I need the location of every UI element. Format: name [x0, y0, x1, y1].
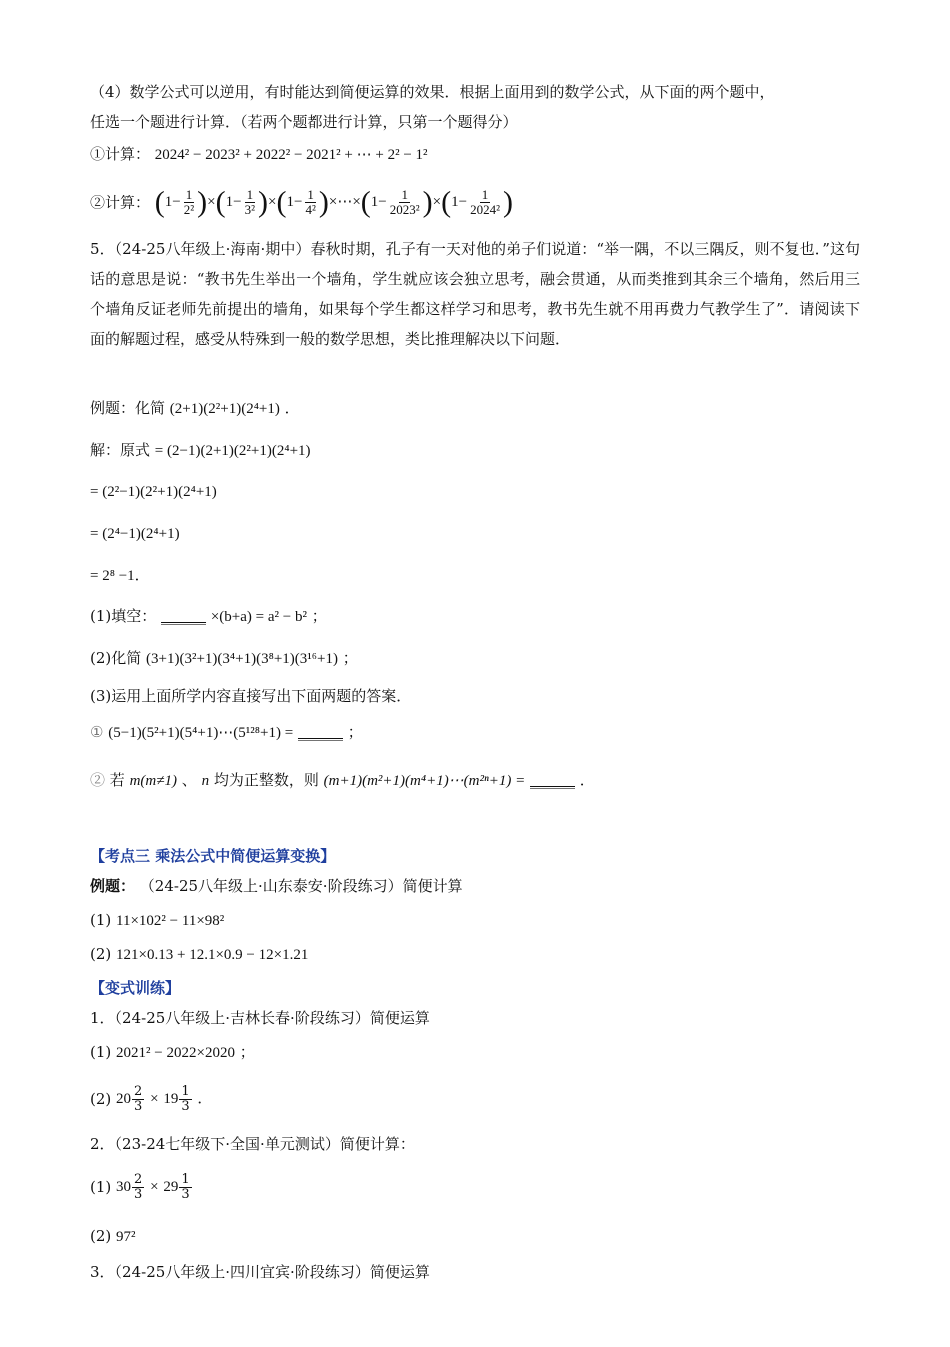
q4-item1: [90, 144, 428, 165]
fraction-num: 1: [181, 1171, 190, 1187]
mixed-whole: 29: [163, 1179, 179, 1195]
q5-part1-blank[interactable]: ______: [161, 607, 207, 625]
q5-part3b-end: ．: [579, 771, 595, 789]
item-label: (2): [90, 1227, 112, 1245]
q5-part2-expr: (3+1)(3²+1)(3⁴+1)(3⁸+1)(3¹⁶+1): [146, 651, 338, 667]
right-paren: ): [422, 185, 433, 219]
q5-solution-step: = (2−1)(2+1)(2²+1)(2⁴+1): [154, 443, 311, 459]
q5-solution-step: = (2²−1)(2²+1)(2⁴+1): [90, 484, 217, 500]
q5-part3a: [90, 722, 363, 743]
item-label: (2): [90, 1090, 112, 1108]
fraction-den: 2023²: [389, 202, 420, 218]
fraction-num: 1: [401, 187, 408, 203]
fraction-num: 2: [134, 1171, 143, 1187]
q4-item1-label: ①计算：: [90, 145, 151, 163]
q5-example-end: ．: [284, 399, 300, 417]
q5-paragraph: 5．（24-25八年级上·海南·期中）春秋时期，孔子有一天对他的弟子们说道：“举一隅，不以三隅反，则不复也．”这句话的意思是说：“教书先生举出一个墙角，学生就应该会独立思考，融会贯通，从而类推到其余三个墙角，然后用三个墙角反证老师先前提出的墙角，如果每个学生都这样学习和思考，教书先生就不用再费力气教学生了”．请阅读下面的解题过程，感受从特殊到一般的数学思想，类比推理解决以下问题．: [90, 240, 860, 348]
item-end: ．: [197, 1089, 213, 1107]
q5-part3b-blank[interactable]: ______: [530, 771, 576, 789]
left-paren: (: [215, 185, 226, 219]
q5-solution-step: = 2⁸ −1．: [90, 568, 150, 584]
fraction-den: 3: [181, 1098, 190, 1114]
example-item-1: [90, 910, 224, 931]
training-q3: 3．（24-25八年级上·四川宜宾·阶段练习）简便运算: [90, 1263, 430, 1281]
section-example-label: 例题：: [90, 877, 136, 895]
fraction-den: 3: [134, 1098, 143, 1114]
q5-part3b-n: n: [201, 773, 210, 789]
training-q1-b: [90, 1078, 212, 1119]
item-label: (1): [90, 911, 112, 929]
q4-line1: （4）数学公式可以逆用，有时能达到简便运算的效果．根据上面用到的数学公式，从下面的两个题中，: [90, 83, 775, 101]
item-expr: 97²: [116, 1229, 136, 1245]
q4-item2-label: ②计算：: [90, 193, 151, 212]
training-q2-a: [90, 1166, 193, 1207]
times-sign: ×: [207, 194, 216, 210]
q5-part2-label: (2)化简: [90, 649, 142, 667]
left-paren: (: [360, 185, 371, 219]
one-minus: 1−: [370, 194, 387, 210]
item-label: (2): [90, 945, 112, 963]
item-end: ；: [239, 1043, 255, 1061]
fraction: [182, 188, 196, 217]
q5-part3a-circle: ①: [90, 723, 104, 741]
q5-part3: (3)运用上面所学内容直接写出下面两题的答案．: [90, 687, 412, 705]
q5-example: [90, 398, 300, 419]
one-minus: 1−: [286, 194, 303, 210]
fraction-den: 3: [134, 1186, 143, 1202]
training-q1-a: [90, 1042, 255, 1063]
fraction: [303, 188, 317, 217]
right-paren: ): [258, 185, 269, 219]
mixed-whole: 30: [116, 1179, 132, 1195]
q5-example-label: 例题：化简: [90, 399, 166, 417]
q5-part3a-expr: (5−1)(5²+1)(5⁴+1)⋯(5¹²⁸+1) =: [108, 725, 294, 741]
one-minus: 1−: [225, 194, 242, 210]
times-sign: ×: [150, 1091, 159, 1107]
right-paren: ): [318, 185, 329, 219]
q5-part3b-expr: (m+1)(m²+1)(m⁴+1)⋯(m²ⁿ+1) =: [323, 773, 526, 789]
q5-part3b-mid2: 均为正整数，则: [213, 771, 319, 789]
training-q2: 2．（23-24七年级下·全国·单元测试）简便计算：: [90, 1135, 415, 1153]
times-sign: ×⋯×: [328, 194, 361, 210]
right-paren: ): [197, 185, 208, 219]
fraction-num: 2: [134, 1083, 143, 1099]
one-minus: 1−: [164, 194, 181, 210]
fraction-num: 1: [481, 187, 489, 203]
q5-part1-label: (1)填空：: [90, 607, 157, 625]
fraction-den: 3²: [244, 202, 256, 218]
right-paren: ): [503, 185, 513, 219]
fraction-num: 1: [185, 187, 193, 203]
fraction: [132, 1173, 144, 1202]
mixed-whole: 19: [163, 1091, 179, 1107]
q5-part3a-blank[interactable]: ______: [297, 723, 343, 741]
item-label: (1): [90, 1178, 112, 1196]
left-paren: (: [154, 185, 165, 219]
q5-example-expr: (2+1)(2²+1)(2⁴+1): [169, 401, 280, 417]
q5-part3b: [90, 770, 595, 791]
times-sign: ×: [268, 194, 277, 210]
item-expr: 2021² − 2022×2020: [116, 1045, 235, 1061]
q5-part2: [90, 648, 358, 669]
one-minus: 1−: [451, 194, 468, 210]
fraction-den: 4²: [305, 202, 316, 218]
q4-line2: 任选一个题进行计算．（若两个题都进行计算，只第一个题得分）: [90, 113, 518, 131]
fraction: [179, 1085, 191, 1114]
left-paren: (: [276, 185, 287, 219]
fraction-num: 1: [181, 1083, 190, 1099]
q5-part1-expr: ×(b+a) = a² − b²: [210, 609, 307, 625]
left-paren: (: [441, 185, 452, 219]
q5-part3b-mid1: 、: [181, 771, 197, 789]
fraction-num: 1: [307, 187, 314, 203]
fraction-den: 2²: [183, 202, 195, 218]
times-sign: ×: [150, 1179, 159, 1195]
q5-part3b-circle: ②: [90, 771, 106, 789]
q4-item1-expr: 2024² − 2023² + 2022² − 2021² + ⋯ + 2² − 1²: [154, 147, 428, 163]
training-q2-b: [90, 1226, 136, 1247]
times-sign: ×: [432, 194, 442, 210]
fraction: [468, 188, 502, 217]
q5-part3a-end: ；: [347, 723, 363, 741]
fraction-num: 1: [246, 187, 254, 203]
section-example: [90, 876, 463, 896]
fraction: [243, 188, 257, 217]
q5-part3b-if: 若: [109, 771, 125, 789]
fraction: [132, 1085, 144, 1114]
item-label: (1): [90, 1043, 112, 1061]
example-item-2: [90, 944, 308, 965]
fraction: [388, 188, 422, 217]
fraction: [179, 1173, 191, 1202]
section-heading: 【考点三 乘法公式中简便运算变换】: [90, 847, 336, 865]
q5-part2-end: ；: [342, 649, 358, 667]
q5-solution-step: = (2⁴−1)(2⁴+1): [90, 526, 180, 542]
q5-solution-label: 解：原式: [90, 441, 151, 459]
training-heading: 【变式训练】: [90, 979, 181, 997]
training-q1: 1．（24-25八年级上·吉林长春·阶段练习）简便运算: [90, 1009, 430, 1027]
fraction-den: 2024²: [470, 202, 500, 218]
q5-part1: [90, 606, 327, 627]
mixed-whole: 20: [116, 1091, 132, 1107]
section-example-text: （24-25八年级上·山东泰安·阶段练习）简便计算: [139, 877, 463, 895]
fraction-den: 3: [181, 1186, 190, 1202]
q5-part1-end: ；: [311, 607, 327, 625]
item-expr: 121×0.13 + 12.1×0.9 − 12×1.21: [116, 947, 309, 963]
item-expr: 11×102² − 11×98²: [116, 913, 225, 929]
q5-part3b-m: m(m≠1): [129, 773, 177, 789]
q5-solution-1: [90, 440, 311, 461]
q4-item2-expr: [154, 185, 513, 219]
q4-item2: [90, 176, 513, 228]
